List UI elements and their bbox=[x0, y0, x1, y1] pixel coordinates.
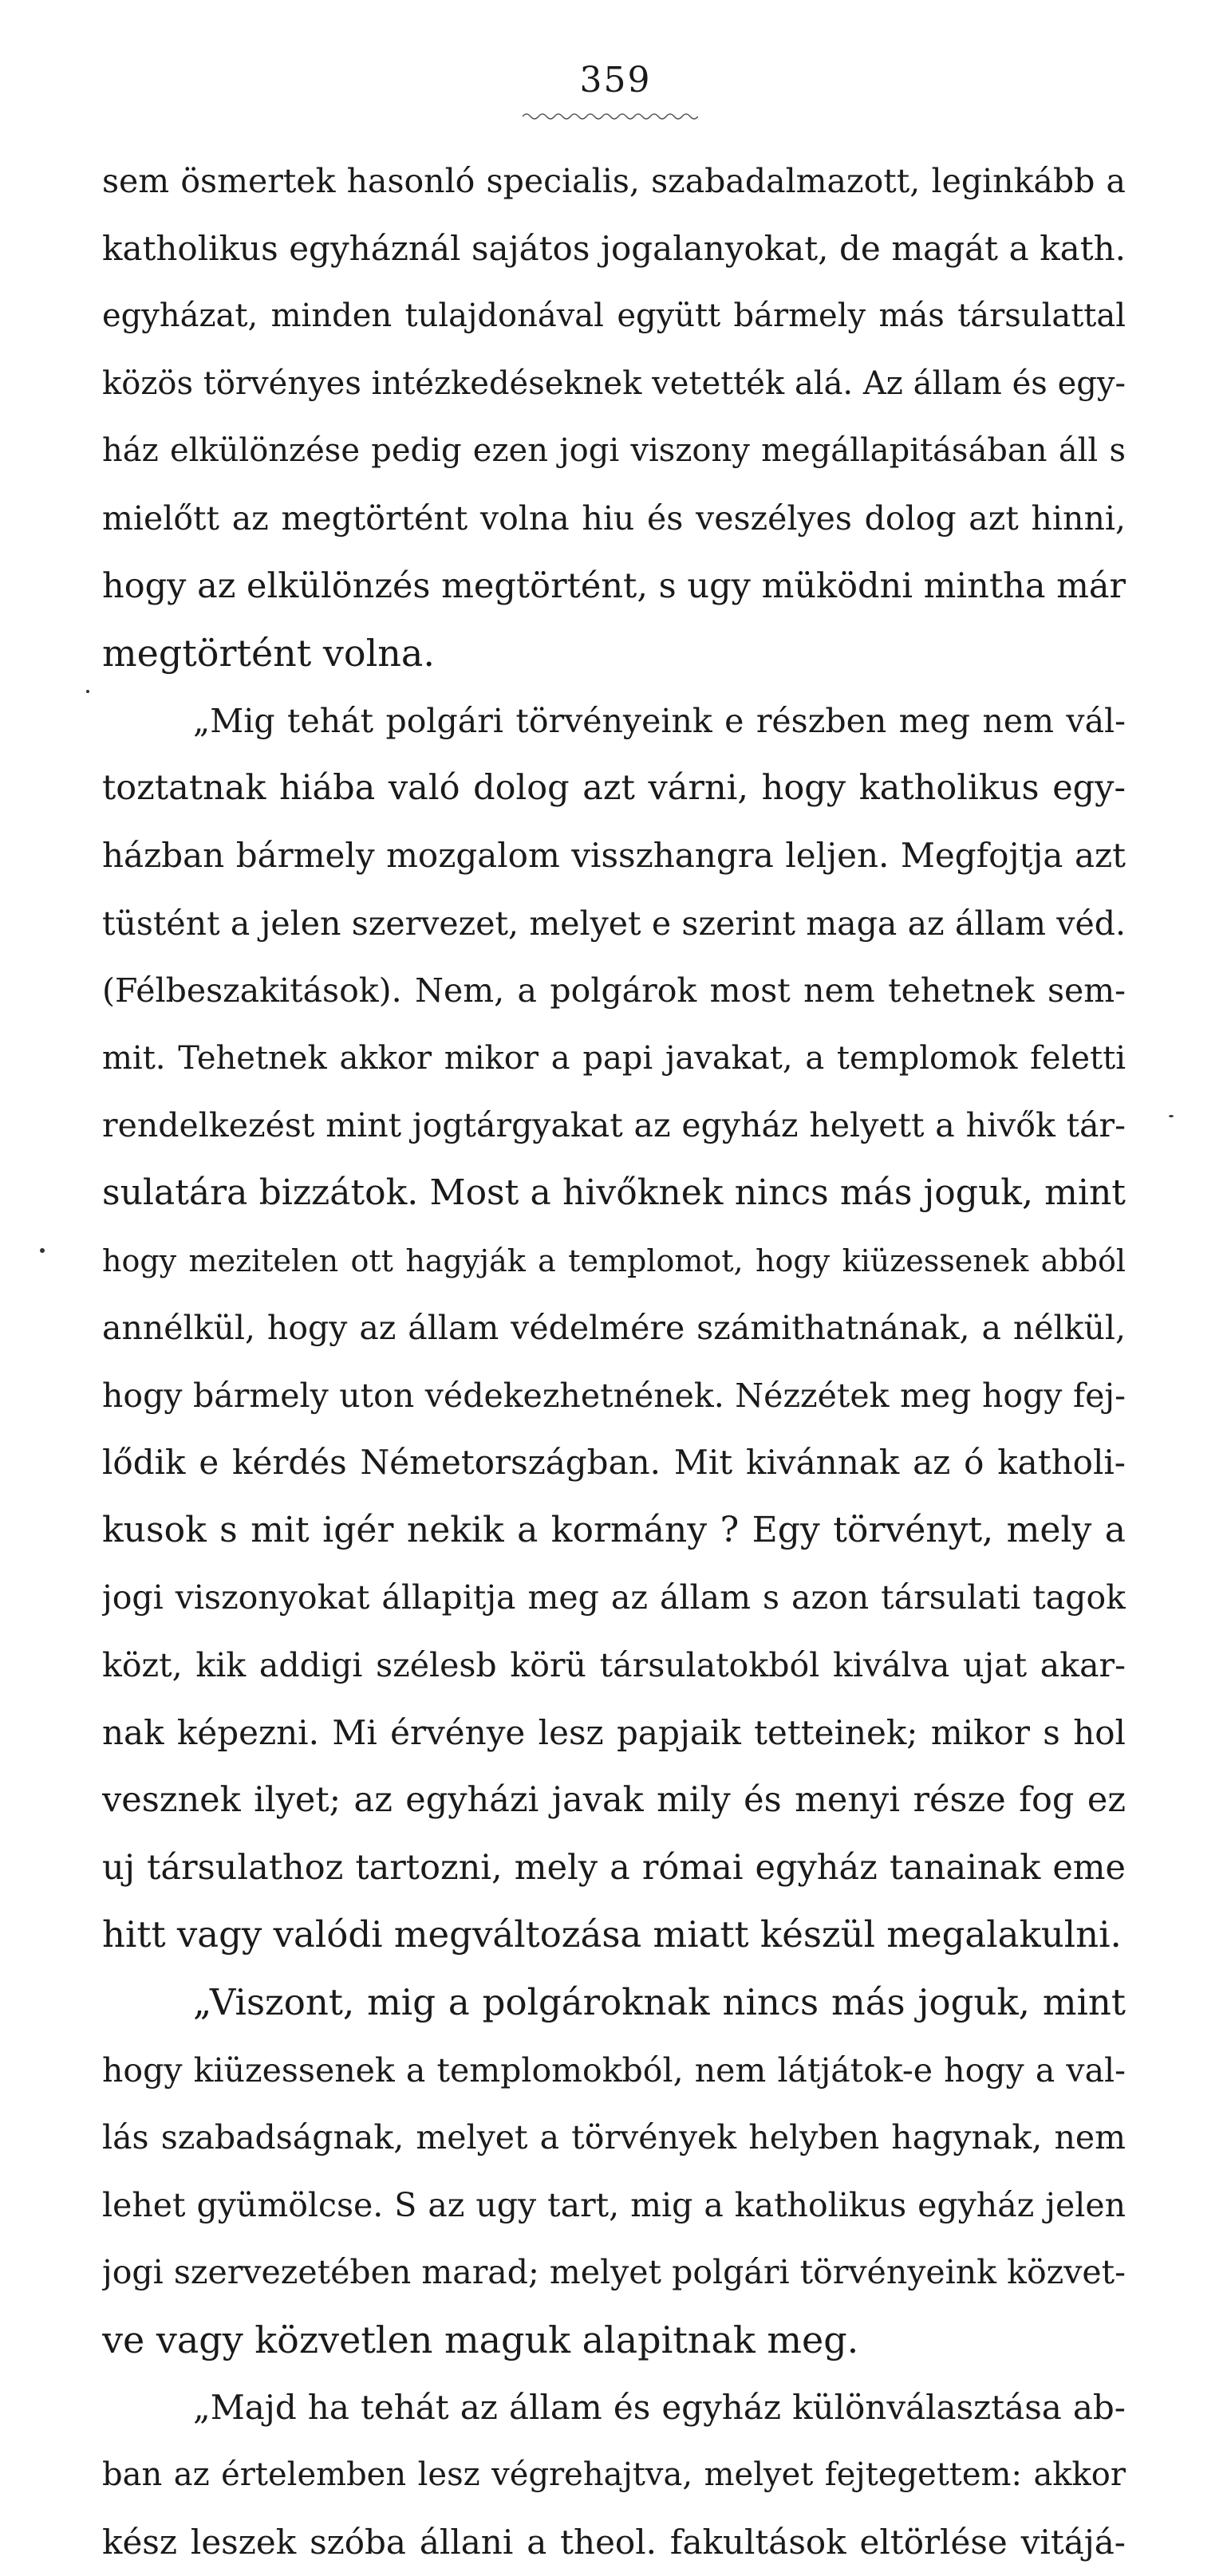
text-line: házban bármely mozgalom visszhangra leljen. Megfojtja azt bbox=[102, 835, 1126, 875]
text-line: „Majd ha tehát az állam és egyház különválasztása ab- bbox=[193, 2387, 1126, 2427]
text-line: kész leszek szóba állani a theol. fakultások eltörlése vitájá- bbox=[102, 2522, 1126, 2562]
scan-speck bbox=[40, 1248, 45, 1253]
text-line: toztatnak hiába való dolog azt várni, hogy katholikus egy- bbox=[102, 768, 1126, 809]
text-line: „Mig tehát polgári törvényeink e részben meg nem vál- bbox=[193, 701, 1126, 740]
text-line: katholikus egyháznál sajátos jogalanyokat, de magát a kath. bbox=[102, 228, 1126, 268]
page-number: 359 bbox=[579, 60, 652, 100]
text-line: közt, kik addigi szélesb körü társulatokból kiválva ujat akar- bbox=[102, 1646, 1126, 1685]
text-line: kusok s mit igér nekik a kormány ? Egy törvényt, mely a bbox=[102, 1509, 1126, 1550]
text-line: hogy bármely uton védekezhetnének. Nézzétek meg hogy fej- bbox=[102, 1376, 1126, 1415]
text-line: vesznek ilyet; az egyházi javak mily és menyi része fog ez bbox=[102, 1780, 1126, 1821]
text-line: rendelkezést mint jogtárgyakat az egyház helyett a hivők tár- bbox=[102, 1106, 1126, 1145]
text-line: jogi viszonyokat állapitja meg az állam s azon társulati tagok bbox=[102, 1578, 1126, 1617]
scan-speck bbox=[1169, 1115, 1174, 1117]
text-line: sem ösmertek hasonló specialis, szabadalmazott, leginkább a bbox=[102, 162, 1126, 200]
text-line: mit. Tehetnek akkor mikor a papi javakat, a templomok feletti bbox=[102, 1039, 1126, 1077]
paragraph-2 bbox=[102, 687, 1126, 1969]
text-line: mielőtt az megtörtént volna hiu és veszélyes dolog azt hinni, bbox=[102, 498, 1126, 538]
text-line: lás szabadságnak, melyet a törvények helyben hagynak, nem bbox=[102, 2118, 1126, 2157]
text-line: nak képezni. Mi érvénye lesz papjaik tetteinek; mikor s hol bbox=[102, 1712, 1126, 1752]
scan-speck bbox=[86, 690, 89, 693]
page-number-ornament bbox=[523, 112, 698, 121]
text-line: hogy mezitelen ott hagyják a templomot, hogy kiüzessenek abból bbox=[102, 1243, 1126, 1278]
text-line: jogi szervezetében marad; melyet polgári törvényeink közvet- bbox=[102, 2253, 1126, 2292]
text-line: közös törvényes intézkedéseknek vetették alá. Az állam és egy- bbox=[102, 364, 1126, 402]
text-line: ban az értelemben lesz végrehajtva, melyet fejtegettem: akkor bbox=[102, 2456, 1126, 2494]
text-line: megtörtént volna. bbox=[102, 632, 435, 676]
text-line: hogy az elkülönzés megtörtént, s ugy müködni mintha már bbox=[102, 565, 1126, 606]
text-line: hogy kiüzessenek a templomokból, nem látjátok-e hogy a val- bbox=[102, 2050, 1126, 2090]
body-text bbox=[102, 148, 1126, 2576]
paragraph-4 bbox=[102, 2374, 1126, 2576]
text-line: annélkül, hogy az állam védelmére számithatnának, a nélkül, bbox=[102, 1309, 1126, 1348]
text-line: uj társulathoz tartozni, mely a római egyház tanainak eme bbox=[102, 1847, 1126, 1888]
text-line: lődik e kérdés Németországban. Mit kivánnak az ó katholi- bbox=[102, 1443, 1126, 1483]
text-line: egyházat, minden tulajdonával együtt bármely más társulattal bbox=[102, 297, 1126, 335]
text-line: „Viszont, mig a polgároknak nincs más joguk, mint bbox=[193, 1981, 1126, 2024]
text-line: lehet gyümölcse. S az ugy tart, mig a katholikus egyház jelen bbox=[102, 2185, 1126, 2224]
text-line: hitt vagy valódi megváltozása miatt készül megalakulni. bbox=[102, 1913, 1122, 1956]
paragraph-3 bbox=[102, 1969, 1126, 2374]
text-line: ház elkülönzése pedig ezen jogi viszony megállapitásában áll s bbox=[102, 432, 1126, 470]
text-line: sulatára bizzátok. Most a hivőknek nincs más joguk, mint bbox=[102, 1172, 1126, 1213]
text-line: (Félbeszakitások). Nem, a polgárok most nem tehetnek sem- bbox=[102, 971, 1126, 1010]
text-line: tüstént a jelen szervezet, melyet e szerint maga az állam véd. bbox=[102, 904, 1126, 943]
paragraph-1 bbox=[102, 148, 1126, 687]
text-line: ve vagy közvetlen maguk alapitnak meg. bbox=[102, 2318, 859, 2361]
